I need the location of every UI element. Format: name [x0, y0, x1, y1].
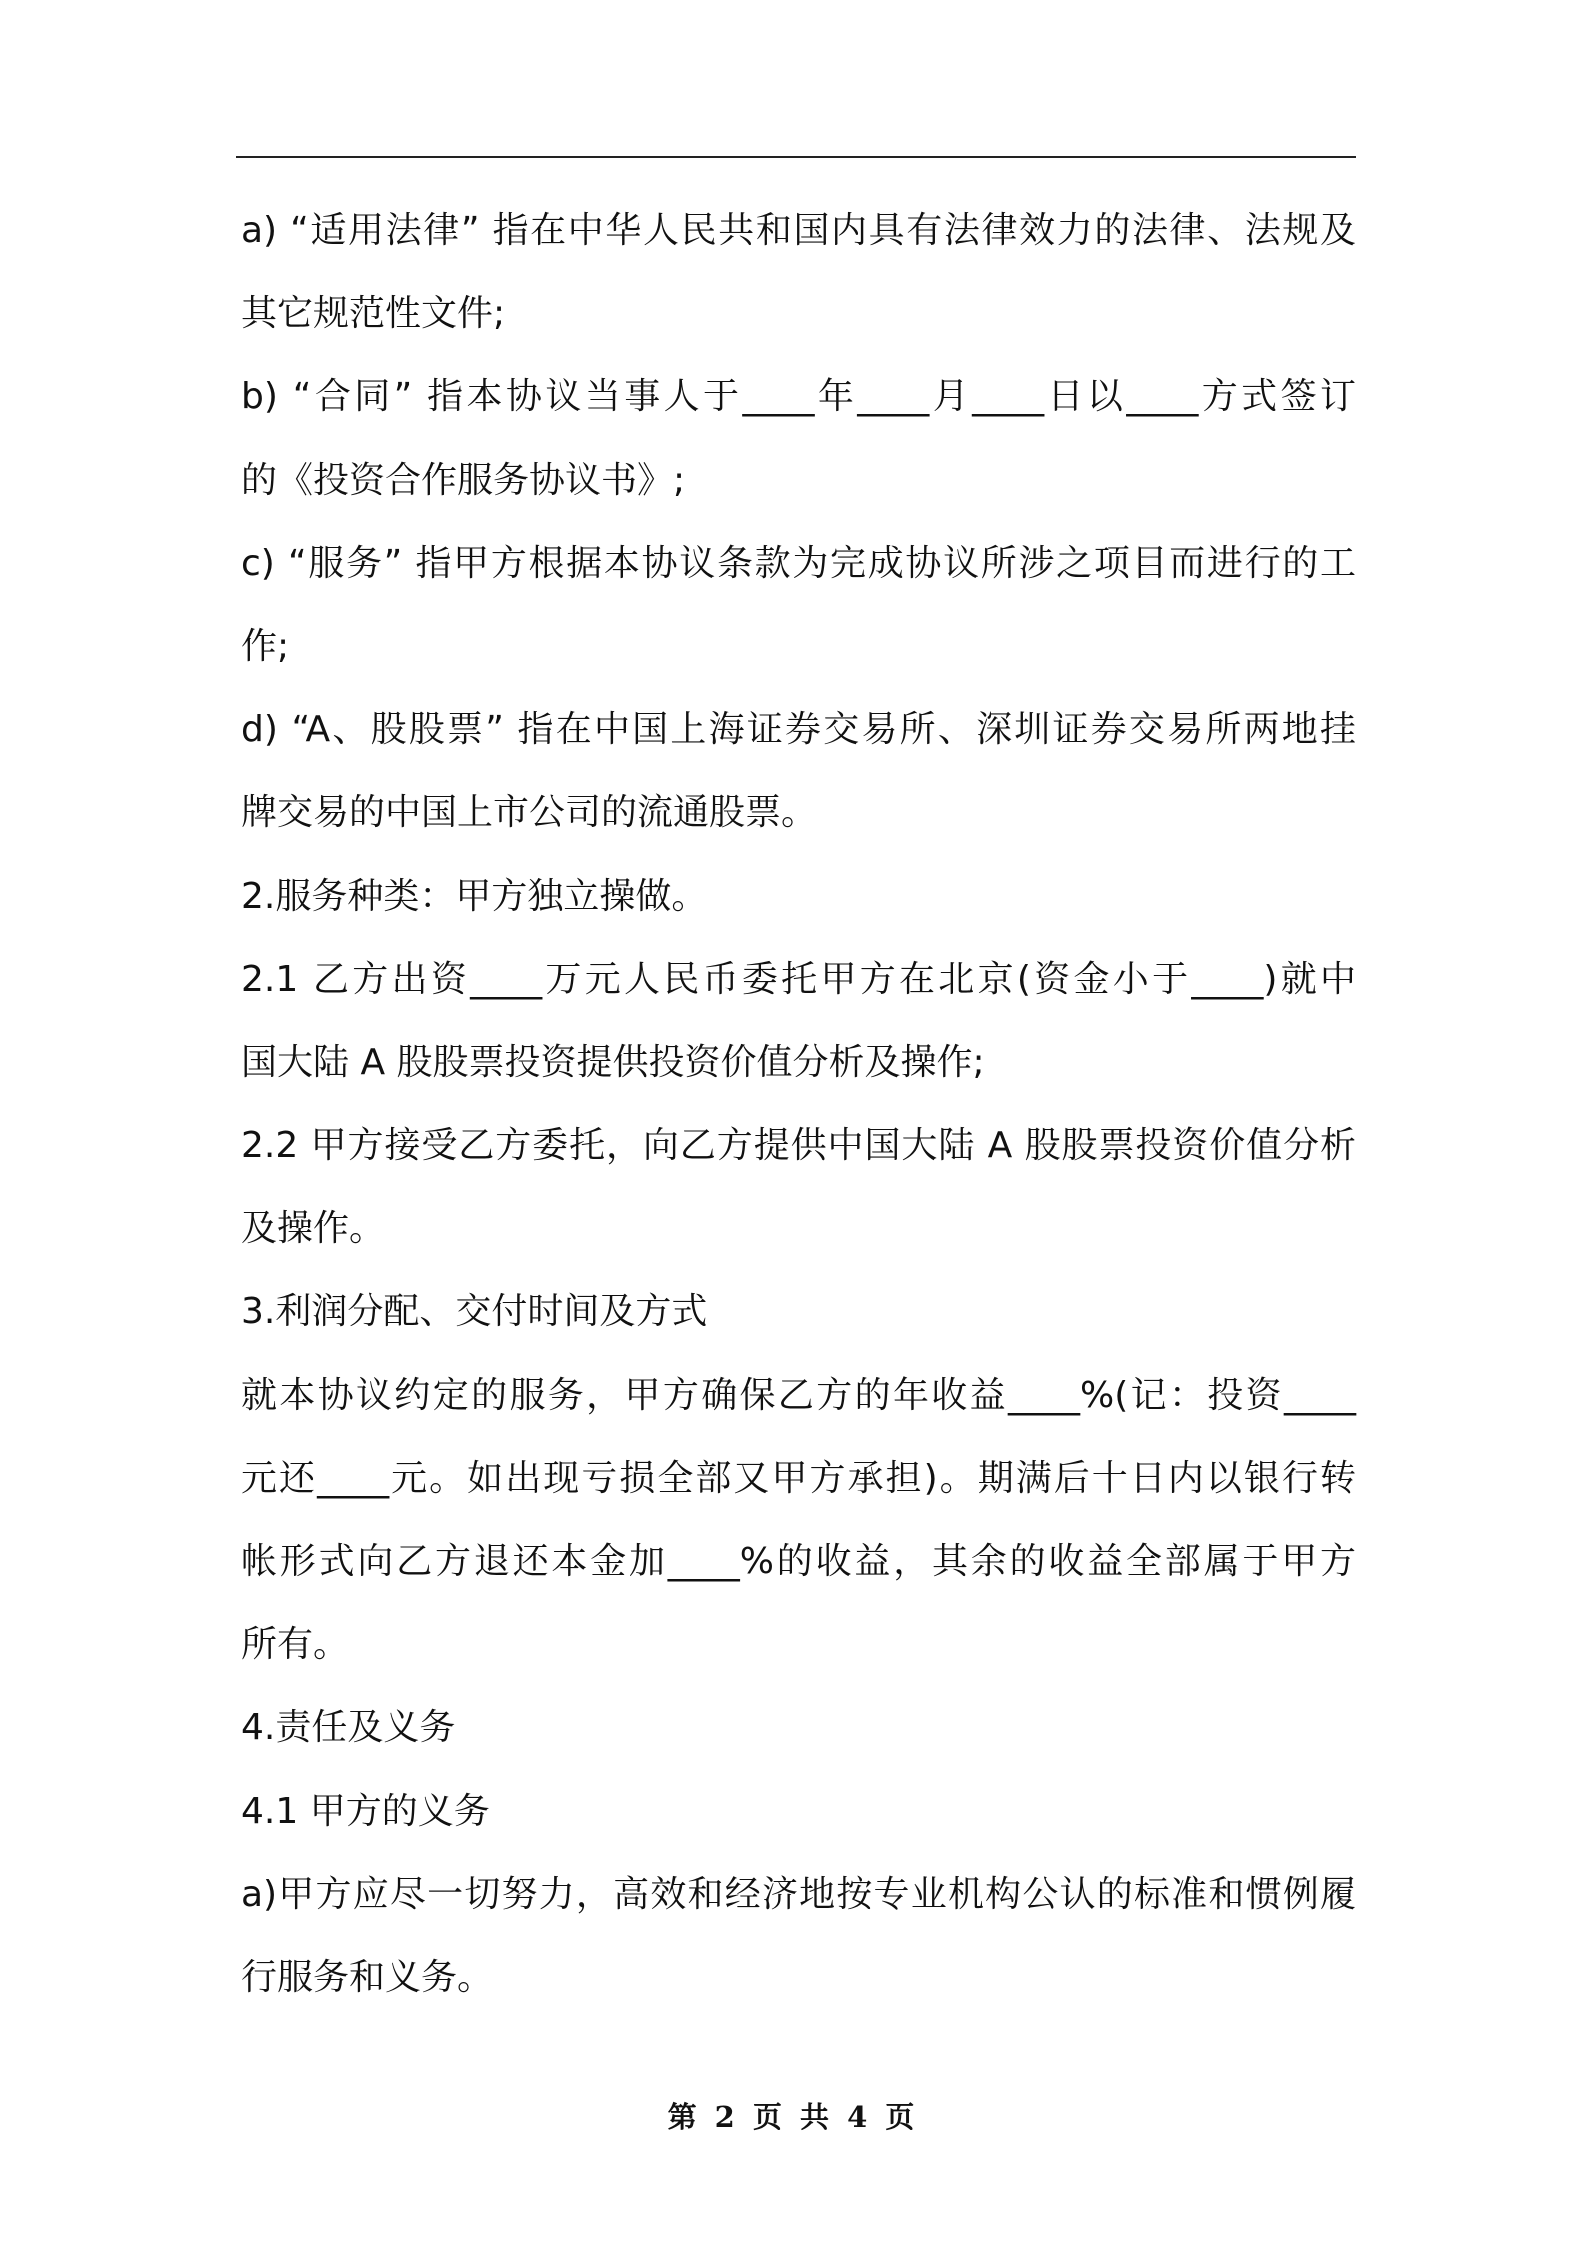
text-line: 4.1 甲方的义务	[241, 1790, 490, 1832]
text-line: 国大陆 A 股股票投资提供投资价值分析及操作;	[241, 1041, 985, 1083]
text-line: 2.1 乙方出资____万元人民币委托甲方在北京(资金小于____)就中	[241, 958, 1356, 1000]
text-line: 的《投资合作服务协议书》;	[241, 459, 686, 501]
text-line: 作;	[241, 625, 290, 667]
text-line: a) “适用法律” 指在中华人民共和国内具有法律效力的法律、法规及	[241, 210, 1356, 251]
text-line: b) “合同” 指本协议当事人于____年____月____日以____方式签订	[241, 376, 1356, 418]
text-line: 行服务和义务。	[241, 1956, 494, 1998]
text-line: 其它规范性文件;	[241, 293, 506, 335]
text-line: 帐形式向乙方退还本金加____%的收益，其余的收益全部属于甲方	[241, 1541, 1356, 1582]
header-rule	[236, 156, 1356, 158]
text-line: 2.服务种类：甲方独立操做。	[241, 875, 708, 917]
text-line: 牌交易的中国上市公司的流通股票。	[241, 792, 818, 834]
text-line: 4.责任及义务	[241, 1707, 456, 1749]
text-line: a)甲方应尽一切努力，高效和经济地按专业机构公认的标准和惯例履	[241, 1873, 1356, 1915]
text-line: d) “A、股股票” 指在中国上海证券交易所、深圳证券交易所两地挂	[241, 709, 1356, 751]
text-line: 3.利润分配、交付时间及方式	[241, 1291, 708, 1333]
text-line: 元还____元。如出现亏损全部又甲方承担)。期满后十日内以银行转	[241, 1457, 1356, 1499]
text-line: 所有。	[241, 1624, 350, 1666]
text-line: 及操作。	[241, 1208, 386, 1250]
text-line: 2.2 甲方接受乙方委托，向乙方提供中国大陆 A 股股票投资价值分析	[241, 1125, 1356, 1167]
body-text	[241, 189, 1356, 2019]
text-line: c) “服务” 指甲方根据本协议条款为完成协议所涉之项目而进行的工	[241, 542, 1356, 584]
page-footer: 第 2 页 共 4 页	[667, 2100, 919, 2134]
text-line: 就本协议约定的服务，甲方确保乙方的年收益____%(记：投资____	[241, 1374, 1356, 1416]
